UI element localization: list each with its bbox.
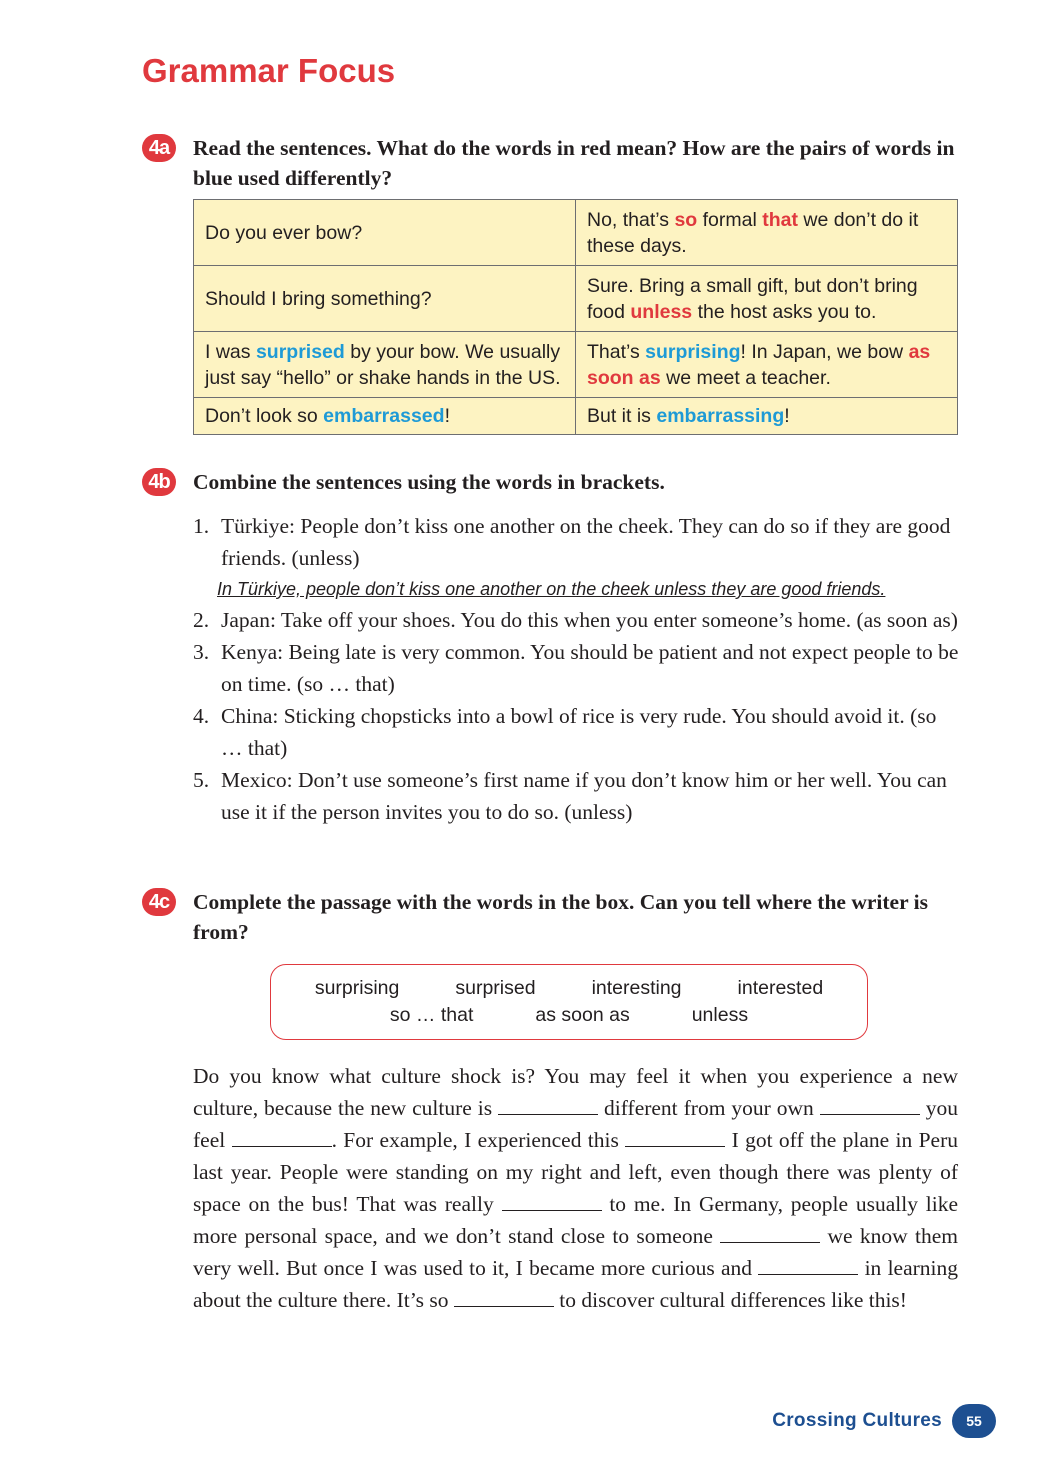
list-item bbox=[193, 636, 963, 700]
word-box-word: surprised bbox=[455, 977, 536, 999]
exercise-badge-4a: 4a bbox=[142, 134, 176, 162]
grammar-table bbox=[193, 199, 958, 435]
passage-text: different from your own bbox=[598, 1096, 820, 1120]
red-keyword: that bbox=[762, 208, 798, 231]
item-number: 3. bbox=[193, 640, 210, 664]
word-box-row bbox=[271, 1004, 867, 1027]
answer-blank[interactable] bbox=[758, 1256, 858, 1275]
word-box-word: unless bbox=[691, 1004, 749, 1026]
page-title: Grammar Focus bbox=[142, 52, 396, 89]
exercise-badge-4b: 4b bbox=[142, 468, 176, 496]
answer-blank[interactable] bbox=[502, 1192, 602, 1211]
table-row bbox=[194, 200, 958, 266]
answer-blank[interactable] bbox=[625, 1128, 725, 1147]
cell-text: the host asks you to. bbox=[692, 300, 877, 323]
passage-text: Do you know what culture shock is? You may feel it when you experience a new culture, because the new culture is bbox=[193, 1064, 958, 1120]
blue-keyword: embarrassing bbox=[656, 405, 785, 427]
passage-text: in learning about the culture there. It’s so bbox=[193, 1256, 959, 1312]
list-item bbox=[193, 764, 963, 828]
item-text: Türkiye: People don’t kiss one another on the cheek. They can do so if they are good friends. (unless) bbox=[221, 514, 951, 570]
answer-blank[interactable] bbox=[498, 1096, 598, 1115]
list-item bbox=[193, 700, 963, 764]
answer-blank[interactable] bbox=[454, 1288, 554, 1307]
table-row bbox=[194, 332, 958, 398]
table-row bbox=[194, 398, 958, 435]
item-text: China: Sticking chopsticks into a bowl of rice is very rude. You should avoid it. (so … that) bbox=[221, 704, 937, 760]
blue-keyword: surprised bbox=[255, 340, 345, 363]
cell-text: Sure. Bring a small gift, but don’t bring food bbox=[587, 274, 918, 323]
instruction-4a: Read the sentences. What do the words in red mean? How are the pairs of words in blue used differently? bbox=[193, 136, 955, 190]
cell-text: No, that’s bbox=[587, 208, 675, 231]
table-cell bbox=[576, 200, 958, 266]
passage-text: we know them very well. But once I was used to it, I became more curious and bbox=[193, 1224, 958, 1280]
cell-text: we don’t do it these days. bbox=[587, 208, 919, 257]
instruction-4b: Combine the sentences using the words in brackets. bbox=[193, 470, 665, 494]
cell-text: ! bbox=[784, 405, 790, 427]
cell-text: ! In Japan, we bow bbox=[740, 340, 909, 363]
list-item bbox=[193, 604, 963, 636]
table-cell bbox=[576, 266, 958, 332]
table-cell bbox=[194, 332, 576, 398]
item-text: Kenya: Being late is very common. You should be patient and not expect people to be on time. (so … that) bbox=[221, 640, 959, 696]
item-text: Mexico: Don’t use someone’s first name if you don’t know him or her well. You can use it if the person invites you to do so. (unless) bbox=[221, 768, 947, 824]
cell-text: Don’t look so bbox=[205, 405, 324, 427]
red-keyword: unless bbox=[630, 300, 693, 323]
cell-text: formal bbox=[697, 208, 763, 231]
answer-blank[interactable] bbox=[820, 1096, 920, 1115]
word-box-word: interested bbox=[737, 977, 824, 999]
item-number: 1. bbox=[193, 514, 210, 538]
cell-text: by your bow. We usually just say “hello” or shake hands in the US. bbox=[205, 340, 561, 389]
footer-unit-title: Crossing Cultures bbox=[772, 1410, 942, 1431]
table-cell bbox=[194, 398, 576, 435]
item-number: 2. bbox=[193, 608, 210, 632]
word-box-word: as soon as bbox=[535, 1004, 630, 1026]
item-text: Japan: Take off your shoes. You do this when you enter someone’s home. (as soon as) bbox=[221, 608, 958, 632]
table-cell bbox=[194, 200, 576, 266]
word-box-word: interesting bbox=[591, 977, 682, 999]
instruction-4c: Complete the passage with the words in the box. Can you tell where the writer is from? bbox=[193, 890, 928, 944]
list-item bbox=[193, 510, 963, 604]
page-number-badge: 55 bbox=[952, 1404, 996, 1438]
item-number: 5. bbox=[193, 768, 210, 792]
cell-text: Should I bring something? bbox=[205, 287, 432, 310]
cell-text: But it is bbox=[587, 405, 657, 427]
example-answer: In Türkiye, people don’t kiss one another on the cheek unless they are good friends. bbox=[217, 579, 886, 599]
passage bbox=[193, 1060, 958, 1316]
cell-text: That’s bbox=[587, 340, 646, 363]
word-box-word: surprising bbox=[314, 977, 400, 999]
cell-text: I was bbox=[205, 340, 256, 363]
cell-text: we meet a teacher. bbox=[660, 366, 831, 389]
blue-keyword: embarrassed bbox=[323, 405, 445, 427]
exercise-list bbox=[193, 510, 963, 828]
table-cell bbox=[194, 266, 576, 332]
cell-text: ! bbox=[444, 405, 450, 427]
word-box-word: so … that bbox=[389, 1004, 474, 1026]
exercise-badge-4c: 4c bbox=[142, 888, 176, 916]
red-keyword: as soon as bbox=[587, 340, 931, 389]
passage-text: I got off the plane in Peru last year. People were standing on my right and left, even though there was plenty of space on the bus! That was really bbox=[193, 1128, 958, 1216]
page-footer bbox=[772, 1404, 996, 1438]
blue-keyword: surprising bbox=[645, 340, 741, 363]
passage-text: to discover cultural differences like this! bbox=[553, 1288, 907, 1312]
passage-text: . For example, I experienced this bbox=[331, 1128, 626, 1152]
answer-blank[interactable] bbox=[720, 1224, 820, 1243]
red-keyword: so bbox=[674, 208, 698, 231]
word-box-row bbox=[271, 977, 867, 1000]
answer-blank[interactable] bbox=[232, 1128, 332, 1147]
word-box bbox=[270, 964, 868, 1040]
passage-text: to me. In Germany, people usually like more personal space, and we don’t stand close to someone bbox=[193, 1192, 958, 1248]
table-cell bbox=[576, 398, 958, 435]
table-cell bbox=[576, 332, 958, 398]
item-number: 4. bbox=[193, 704, 210, 728]
table-row bbox=[194, 266, 958, 332]
passage-text: you feel bbox=[193, 1096, 959, 1152]
cell-text: Do you ever bow? bbox=[205, 221, 363, 244]
